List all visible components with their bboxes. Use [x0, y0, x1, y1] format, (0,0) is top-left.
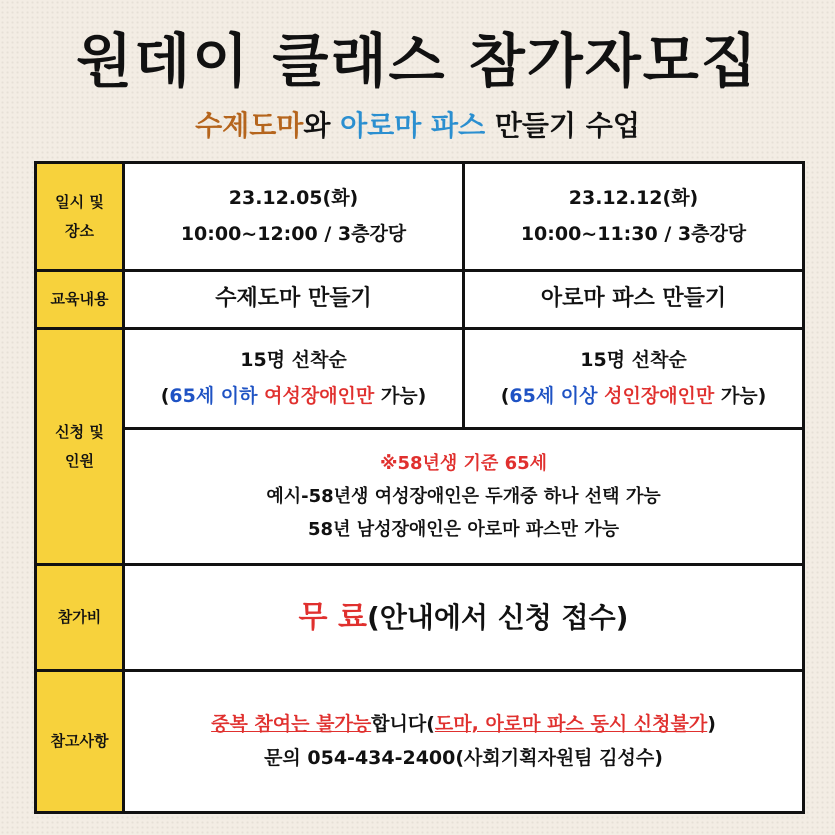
- subtitle-class: 만들기 수업: [485, 109, 640, 142]
- notes-duplicate-warning: 중복 참여는 불가능: [211, 713, 372, 736]
- page-subtitle: [0, 104, 835, 144]
- notes-duplicate-detail: 도마, 아로마 파스 동시 신청불가: [434, 713, 708, 736]
- apply-row: [36, 329, 804, 429]
- apply-label: [36, 329, 124, 565]
- content-label: 교육내용: [36, 271, 124, 329]
- apply-left-close: 가능): [374, 384, 427, 407]
- apply-note-example: 예시-58년생 여성장애인은 두개중 하나 선택 가능: [266, 485, 661, 507]
- schedule-right-date: 23.12.12(화): [568, 187, 699, 210]
- schedule-left-date: 23.12.05(화): [228, 187, 359, 210]
- apply-left-open: (: [160, 384, 170, 407]
- fee-cell: [124, 565, 804, 671]
- fee-free: 무 료: [298, 599, 367, 635]
- schedule-left-time: 10:00~12:00 / 3층강당: [180, 222, 407, 245]
- page-title: 원데이 클래스 참가자모집: [76, 27, 759, 95]
- notes-cell: [124, 671, 804, 813]
- schedule-label-line1: 일시 및: [55, 193, 104, 211]
- notes-duplicate-close: ): [707, 713, 716, 736]
- apply-note-row: [36, 429, 804, 565]
- schedule-right: [464, 163, 804, 271]
- schedule-label: [36, 163, 124, 271]
- schedule-left: [124, 163, 464, 271]
- apply-note-male: 58년 남성장애인은 아로마 파스만 가능: [308, 519, 619, 541]
- schedule-row: [36, 163, 804, 271]
- apply-label-line1: 신청 및: [55, 423, 104, 441]
- apply-left-target: 여성장애인만: [264, 384, 375, 407]
- apply-right-capacity: 15명 선착순: [580, 349, 687, 372]
- apply-right-age: 65세 이상: [509, 384, 598, 407]
- apply-left: [124, 329, 464, 429]
- apply-right-target: 성인장애인만: [604, 384, 715, 407]
- notes-contact: 문의 054-434-2400(사회기획자원팀 김성수): [264, 746, 663, 769]
- apply-right-condition: [465, 379, 802, 414]
- apply-note: [124, 429, 804, 565]
- subtitle-cutting-board: 수제도마: [195, 109, 304, 142]
- subtitle-aroma-patch: 아로마 파스: [340, 109, 486, 142]
- apply-right: [464, 329, 804, 429]
- apply-right-close: 가능): [714, 384, 767, 407]
- fee-label: 참가비: [36, 565, 124, 671]
- notes-duplicate-mid: 합니다(: [371, 713, 435, 736]
- fee-detail: (안내에서 신청 접수): [366, 600, 629, 634]
- apply-right-open: (: [500, 384, 510, 407]
- apply-left-capacity: 15명 선착순: [240, 349, 347, 372]
- content-left: 수제도마 만들기: [124, 271, 464, 329]
- content-right: 아로마 파스 만들기: [464, 271, 804, 329]
- content-row: [36, 271, 804, 329]
- apply-left-condition: [125, 379, 462, 414]
- schedule-right-time: 10:00~11:30 / 3층강당: [520, 222, 747, 245]
- notes-label: 참고사항: [36, 671, 124, 813]
- fee-row: [36, 565, 804, 671]
- schedule-label-line2: 장소: [65, 221, 94, 240]
- info-table: [34, 161, 805, 814]
- apply-label-line2: 인원: [65, 451, 94, 470]
- notes-duplicate: [125, 708, 802, 741]
- apply-left-age: 65세 이하: [169, 384, 258, 407]
- apply-note-age-basis: ※58년생 기준 65세: [379, 452, 548, 474]
- notes-row: [36, 671, 804, 813]
- subtitle-and: 와: [303, 109, 341, 142]
